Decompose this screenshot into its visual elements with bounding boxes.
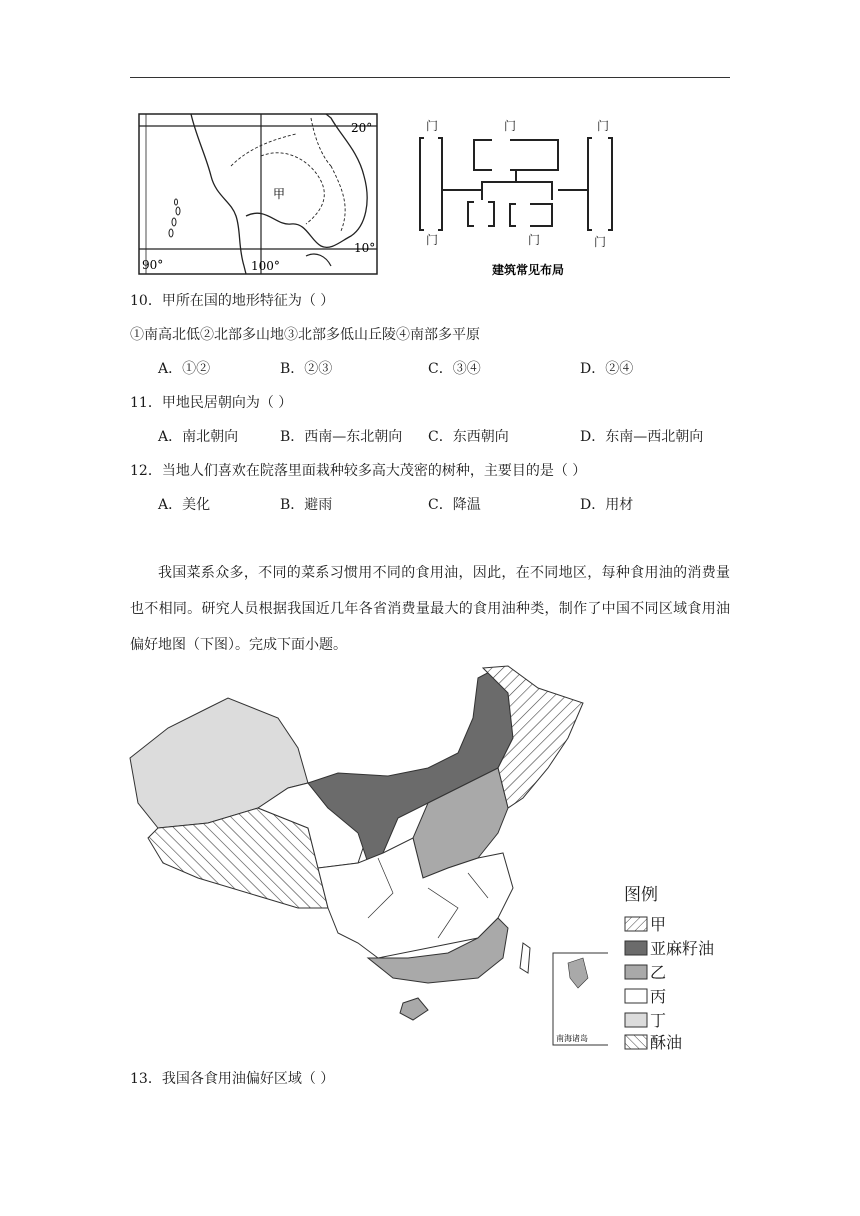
legend-item-yi: 乙 [624, 960, 666, 983]
china-oil-map [128, 658, 608, 1058]
lat-20-label: 20° [351, 121, 373, 135]
q10-statements: ①南高北低②北部多山地③北部多低山丘陵④南部多平原 [130, 327, 480, 343]
layout-caption: 建筑常见布局 [492, 263, 565, 277]
legend-item-ghee: 酥油 [624, 1030, 682, 1053]
q12-option-b[interactable]: B．避雨 [280, 497, 333, 513]
legend-swatch-dark [624, 940, 650, 956]
door-label: 门 [426, 233, 439, 247]
q11-option-a[interactable]: A．南北朝向 [158, 429, 239, 445]
q13-stem: 13．我国各食用油偏好区域（ ） [130, 1071, 335, 1087]
legend-swatch-hatch-left [624, 1034, 650, 1050]
legend-item-ding: 丁 [624, 1008, 666, 1031]
door-label: 门 [597, 119, 610, 133]
legend-item-jia: 甲 [624, 912, 666, 935]
legend-swatch-white [624, 988, 650, 1004]
header-rule [130, 77, 730, 78]
q10-option-b[interactable]: B．②③ [280, 361, 333, 377]
legend-title: 图例 [624, 885, 658, 905]
legend-item-bing: 丙 [624, 984, 666, 1007]
legend-swatch-light [624, 1012, 650, 1028]
place-label-jia: 甲 [273, 187, 286, 201]
inset-label: 南海诸岛 [556, 1034, 588, 1043]
reading-passage: 我国菜系众多，不同的菜系习惯用不同的食用油，因此，在不同地区，每种食用油的消费量也不相同。研究人员根据我国近几年各省消费量最大的食用油种类，制作了中国不同区域食用油偏好地图（下图）。完成下面小题。 [130, 565, 730, 653]
q11-stem: 11．甲地民居朝向为（ ） [130, 395, 293, 411]
q10-option-c[interactable]: C．③④ [428, 361, 481, 377]
door-label: 门 [504, 119, 517, 133]
q10-option-d[interactable]: D．②④ [580, 361, 634, 377]
door-label: 门 [528, 233, 541, 247]
q11-option-c[interactable]: C．东西朝向 [428, 429, 509, 445]
q12-option-a[interactable]: A．美化 [158, 497, 211, 513]
building-layout-diagram [412, 114, 632, 282]
legend-swatch-mid [624, 964, 650, 980]
door-label: 门 [594, 235, 607, 249]
q12-stem: 12．当地人们喜欢在院落里面栽种较多高大茂密的树种，主要目的是（ ） [130, 463, 587, 479]
legend-swatch-hatch-right [624, 916, 650, 932]
legend-item-linseed-oil: 亚麻籽油 [624, 936, 714, 959]
door-label: 门 [426, 119, 439, 133]
q11-option-b[interactable]: B．西南—东北朝向 [280, 429, 403, 445]
q10-option-a[interactable]: A．①② [158, 361, 211, 377]
lat-10-label: 10° [354, 241, 376, 255]
q10-stem: 10．甲所在国的地形特征为（ ） [130, 293, 335, 309]
southeast-asia-map [136, 106, 381, 276]
lon-100-label: 100° [251, 259, 280, 273]
lon-90-label: 90° [142, 258, 164, 272]
q12-option-d[interactable]: D．用材 [580, 497, 634, 513]
q12-option-c[interactable]: C．降温 [428, 497, 481, 513]
q11-option-d[interactable]: D．东南—西北朝向 [580, 429, 704, 445]
